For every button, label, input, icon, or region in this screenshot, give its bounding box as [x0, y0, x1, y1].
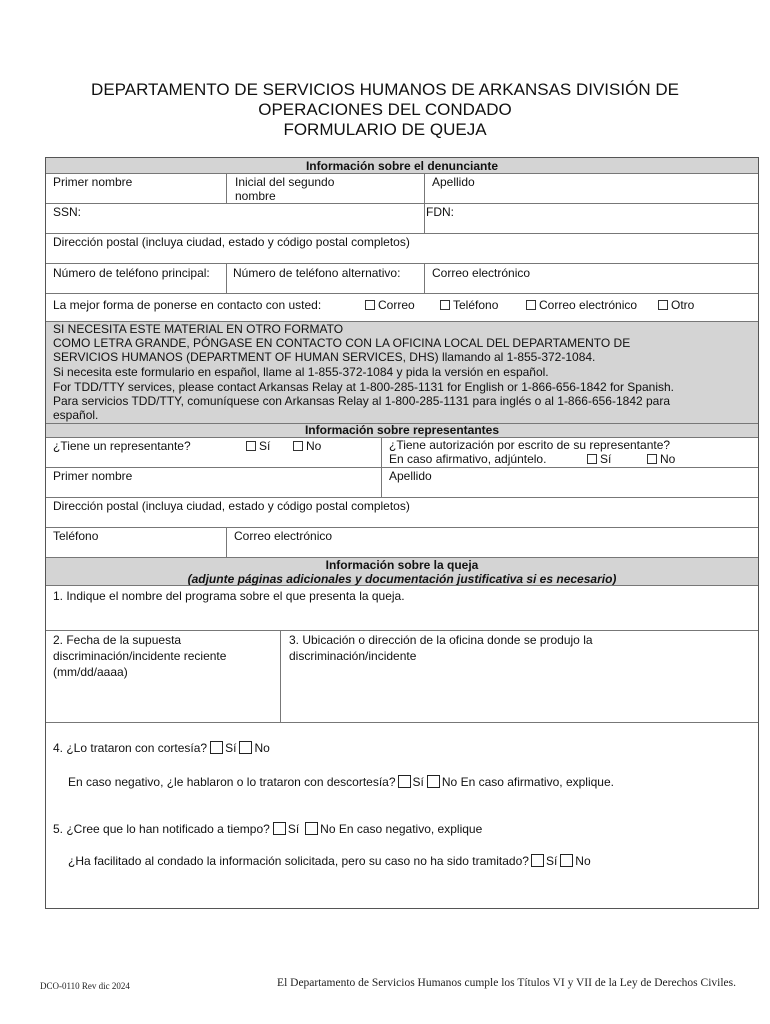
checkbox-icon[interactable] — [273, 822, 286, 835]
checkbox-icon[interactable] — [210, 741, 223, 754]
checkbox-icon — [246, 441, 256, 451]
complainant-address-label: Dirección postal (incluya ciudad, estado y código postal completos) — [53, 235, 410, 249]
has-rep-label: ¿Tiene un representante? — [53, 439, 191, 453]
question-2: 2. Fecha de la supuesta discriminación/incidente reciente (mm/dd/aaaa) — [53, 633, 227, 679]
title-line-1: DEPARTAMENTO DE SERVICIOS HUMANOS DE ARKANSAS DIVISIÓN DE — [91, 80, 679, 99]
form-code: DCO-0110 Rev dic 2024 — [40, 981, 130, 991]
notice-line-2: COMO LETRA GRANDE, PÓNGASE EN CONTACTO CON LA OFICINA LOCAL DEL DEPARTAMENTO DE — [53, 336, 631, 350]
checkbox-icon — [293, 441, 303, 451]
checkbox-icon[interactable] — [427, 775, 440, 788]
checkbox-icon[interactable] — [239, 741, 252, 754]
checkbox-icon — [440, 300, 450, 310]
checkbox-icon[interactable] — [560, 854, 573, 867]
representative-header: Información sobre representantes — [304, 423, 500, 437]
notice-line-3: SERVICIOS HUMANOS (DEPARTMENT OF HUMAN SERVICES, DHS) llamando al 1-855-372-1084. — [53, 350, 596, 364]
complaint-header: Información sobre la queja — [325, 558, 479, 572]
checkbox-icon — [647, 454, 657, 464]
complainant-email-label: Correo electrónico — [432, 266, 531, 280]
checkbox-icon — [365, 300, 375, 310]
question-1: 1. Indique el nombre del programa sobre el que presenta la queja. — [53, 589, 405, 603]
checkbox-icon — [526, 300, 536, 310]
contact-opt-email[interactable]: Correo electrónico — [526, 298, 637, 312]
fdn-label: FDN: — [426, 205, 454, 219]
form-title — [0, 80, 770, 140]
notice-line-5: For TDD/TTY services, please contact Arkansas Relay at 1-800-285-1131 for English or 1-866-656-1842 for Spanish. — [53, 380, 674, 394]
contact-opt-mail[interactable]: Correo — [365, 298, 415, 312]
title-line-3: FORMULARIO DE QUEJA — [283, 120, 487, 139]
contact-pref-label: La mejor forma de ponerse en contacto con usted: — [53, 298, 322, 312]
auth-no[interactable]: No — [647, 452, 675, 466]
checkbox-icon — [587, 454, 597, 464]
complaint-subheader: (adjunte páginas adicionales y documentación justificativa si es necesario) — [187, 572, 617, 586]
title-line-2: OPERACIONES DEL CONDADO — [258, 100, 512, 119]
notice-line-4: Si necesita este formulario en español, llame al 1-855-372-1084 y pida la versión en español. — [53, 365, 549, 379]
rep-email-label: Correo electrónico — [234, 529, 333, 543]
civil-rights-notice: El Departamento de Servicios Humanos cumple los Títulos VI y VII de la Ley de Derechos Civiles. — [277, 977, 736, 989]
complaint-form — [45, 157, 759, 909]
has-rep-no[interactable]: No — [293, 439, 321, 453]
checkbox-icon[interactable] — [531, 854, 544, 867]
notice-line-6: Para servicios TDD/TTY, comuníquese con Arkansas Relay al 1-800-285-1131 para inglés o al 1-866-656-1842 para — [53, 394, 671, 408]
complainant-header: Información sobre el denunciante — [305, 159, 499, 173]
auth-question: ¿Tiene autorización por escrito de su representante? — [389, 438, 671, 452]
rep-last-name-label: Apellido — [389, 469, 432, 483]
rep-address-label: Dirección postal (incluya ciudad, estado y código postal completos) — [53, 499, 410, 513]
question-5b: ¿Ha facilitado al condado la información solicitada, pero su caso no ha sido tramitado? Sí No — [68, 854, 591, 868]
complainant-first-name-label: Primer nombre — [53, 175, 133, 189]
phone-alt-label: Número de teléfono alternativo: — [233, 266, 401, 280]
auth-yes[interactable]: Sí — [587, 452, 611, 466]
complainant-last-name-label: Apellido — [432, 175, 475, 189]
question-5: 5. ¿Cree que lo han notificado a tiempo? Sí No En caso negativo, explique — [53, 822, 483, 836]
has-rep-yes[interactable]: Sí — [246, 439, 270, 453]
question-4: 4. ¿Lo trataron con cortesía? Sí No — [53, 741, 270, 755]
ssn-label: SSN: — [53, 205, 82, 219]
notice-line-7: español. — [53, 408, 99, 422]
contact-opt-phone[interactable]: Teléfono — [440, 298, 498, 312]
checkbox-icon[interactable] — [305, 822, 318, 835]
rep-first-name-label: Primer nombre — [53, 469, 133, 483]
checkbox-icon[interactable] — [398, 775, 411, 788]
question-4b: En caso negativo, ¿le hablaron o lo trataron con descortesía? Sí No En caso afirmativo, explique. — [68, 775, 614, 789]
complainant-middle-initial-label: Inicial del segundo nombre — [235, 175, 335, 203]
auth-attach-label: En caso afirmativo, adjúntelo. — [389, 452, 547, 466]
rep-phone-label: Teléfono — [53, 529, 99, 543]
notice-line-1: SI NECESITA ESTE MATERIAL EN OTRO FORMATO — [53, 322, 344, 336]
phone-main-label: Número de teléfono principal: — [53, 266, 210, 280]
checkbox-icon — [658, 300, 668, 310]
contact-opt-other[interactable]: Otro — [658, 298, 694, 312]
question-3: 3. Ubicación o dirección de la oficina donde se produjo la discriminación/incidente — [289, 633, 593, 663]
